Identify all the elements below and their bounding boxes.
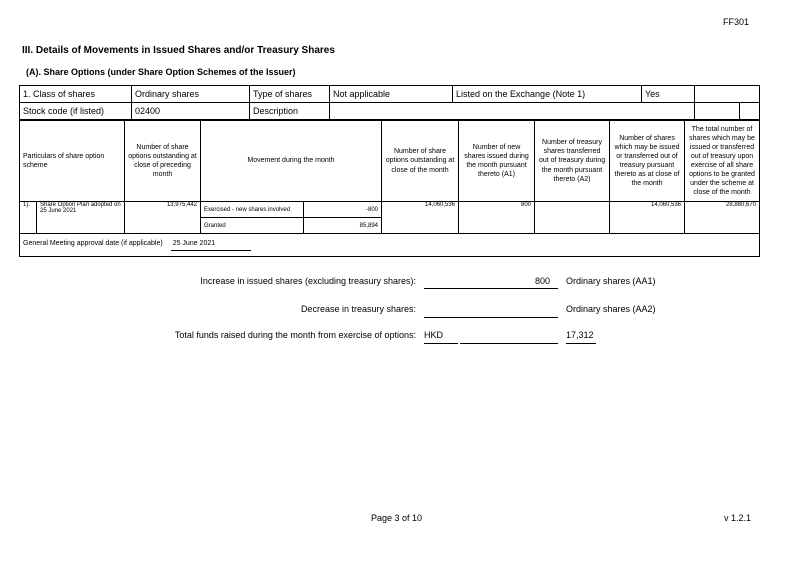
section-title: III. Details of Movements in Issued Shares and/or Treasury Shares (22, 45, 335, 56)
row-index: 1). (20, 202, 37, 234)
funds-spacer-line (460, 330, 558, 344)
movement-granted-label: Granted (201, 218, 304, 234)
listed-value: Yes (642, 86, 695, 103)
new-shares-value: 800 (459, 202, 535, 234)
class-label: 1. Class of shares (20, 86, 132, 103)
movement-granted-value: 85,894 (304, 218, 382, 234)
col-outstanding-preceding: Number of share options outstanding at close of preceding month (125, 121, 201, 202)
type-value: Not applicable (330, 86, 453, 103)
section-subtitle: (A). Share Options (under Share Option Schemes of the Issuer) (26, 67, 296, 77)
decrease-label: Decrease in treasury shares: (300, 304, 416, 314)
funds-value: 17,312 (566, 330, 596, 344)
funds-label: Total funds raised during the month from exercise of options: (174, 330, 416, 340)
general-meeting-row (20, 234, 760, 257)
stock-code-row (20, 103, 760, 120)
movement-exercised-value: -800 (304, 202, 382, 218)
general-meeting-label: General Meeting approval date (if applicable) (23, 239, 163, 247)
blank-cell (695, 86, 760, 103)
outstanding-close-value: 14,060,536 (382, 202, 459, 234)
header-row (20, 121, 760, 202)
col-movement: Movement during the month (201, 121, 382, 202)
blank-cell (695, 103, 760, 120)
funds-currency: HKD (424, 330, 458, 344)
description-value (330, 103, 695, 120)
movement-exercised-label: Exercised - new shares involved (201, 202, 304, 218)
class-value: Ordinary shares (132, 86, 250, 103)
col-issuable-close: Number of shares which may be issued or transferred out of treasury pursuant thereto as at close of the month (610, 121, 685, 202)
general-meeting-date: 25 June 2021 (171, 240, 251, 251)
version: v 1.2.1 (724, 513, 752, 523)
outstanding-preceding-value: 13,975,442 (125, 202, 201, 234)
stock-code-label: Stock code (if listed) (20, 103, 132, 120)
treasury-transferred-value (535, 202, 610, 234)
class-row (20, 86, 760, 103)
page-number: Page 3 of 10 (371, 513, 423, 523)
decrease-unit: Ordinary shares (AA2) (566, 304, 656, 314)
col-treasury-transferred: Number of treasury shares transferred out of treasury during the month pursuant thereto (A2) (535, 121, 610, 202)
plan-name: Share Option Plan adopted on 25 June 2021 (37, 202, 125, 234)
type-label: Type of shares (250, 86, 330, 103)
col-total-number: The total number of shares which may be issued or transferred out of treasury upon exercise of all share options to be granted under the scheme at close of the month (685, 121, 760, 202)
col-new-shares: Number of new shares issued during the month pursuant thereto (A1) (459, 121, 535, 202)
issuable-close-value: 14,060,536 (610, 202, 685, 234)
stock-code-value: 02400 (132, 103, 250, 120)
total-number-value: 28,880,670 (685, 202, 760, 234)
increase-value: 800 (424, 276, 558, 289)
share-options-table (19, 120, 760, 257)
table-row (20, 202, 760, 218)
form-code: FF301 (723, 17, 750, 27)
col-particulars: Particulars of share option scheme (20, 121, 125, 202)
increase-unit: Ordinary shares (AA1) (566, 276, 656, 286)
increase-label: Increase in issued shares (excluding treasury shares): (200, 276, 416, 286)
share-class-table (19, 85, 760, 120)
col-outstanding-close: Number of share options outstanding at close of the month (382, 121, 459, 202)
decrease-value (424, 304, 558, 318)
listed-label: Listed on the Exchange (Note 1) (453, 86, 642, 103)
description-label: Description (250, 103, 330, 120)
